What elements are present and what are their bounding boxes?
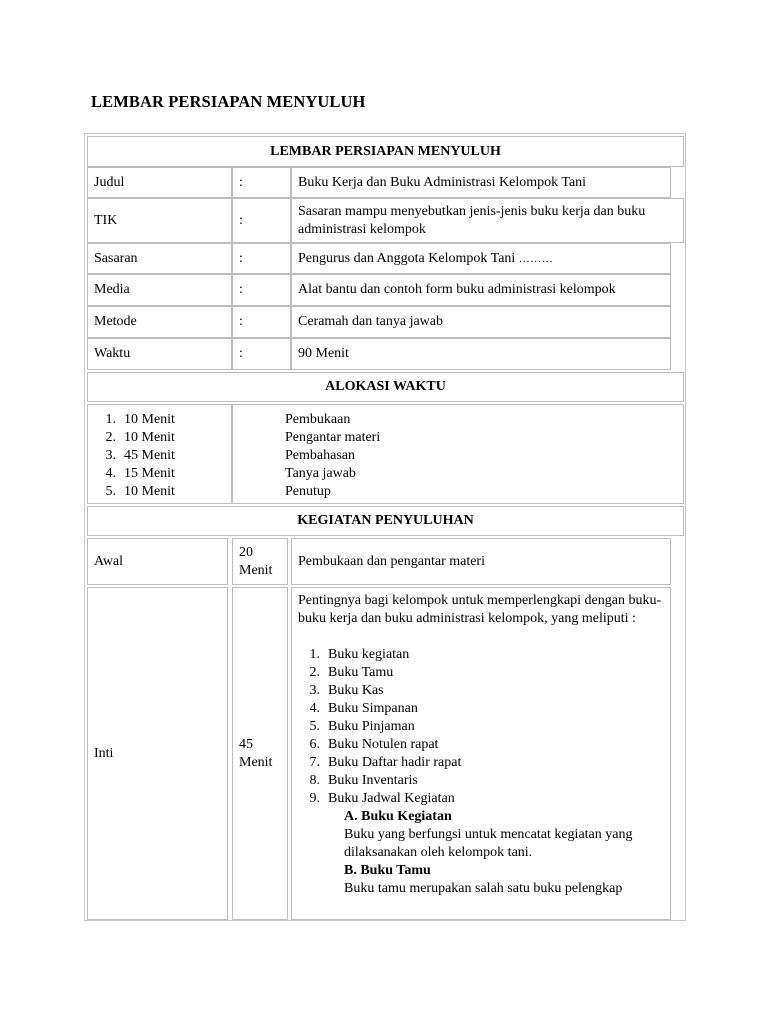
row-value-judul: Buku Kerja dan Buku Administrasi Kelompok Tani	[291, 167, 671, 198]
row-separator: :	[232, 274, 291, 306]
list-item: 9. Buku Jadwal Kegiatan	[309, 791, 455, 806]
list-item: 6. Buku Notulen rapat	[309, 737, 439, 752]
list-item: Penutup	[285, 484, 331, 499]
row-label-metode: Metode	[87, 306, 232, 338]
kegiatan-time-inti: 45 Menit	[232, 587, 288, 920]
kegiatan-time-awal: 20 Menit	[232, 538, 288, 585]
alokasi-time-list	[87, 404, 232, 504]
list-item: Tanya jawab	[285, 466, 356, 481]
row-separator: :	[232, 306, 291, 338]
list-item: 2. Buku Tamu	[309, 665, 394, 680]
sasaran-text: Pengurus dan Anggota Kelompok Tani	[298, 250, 516, 266]
list-item: Pengantar materi	[285, 430, 381, 445]
alokasi-activity-list	[232, 404, 684, 504]
row-value-waktu: 90 Menit	[291, 338, 671, 370]
section-heading-buku-tamu: B. Buku Tamu	[344, 863, 431, 878]
row-value-metode: Ceramah dan tanya jawab	[291, 306, 671, 338]
kegiatan-label-awal: Awal	[87, 538, 228, 585]
table-title: LEMBAR PERSIAPAN MENYULUH	[87, 136, 684, 167]
row-separator: :	[232, 338, 291, 370]
section-heading-alokasi: ALOKASI WAKTU	[87, 372, 684, 402]
kegiatan-desc-inti	[291, 587, 671, 920]
list-item: 2. 10 Menit	[105, 430, 175, 445]
row-separator: :	[232, 167, 291, 198]
row-separator: :	[232, 198, 291, 243]
row-separator: :	[232, 243, 291, 274]
list-item: Pembukaan	[285, 412, 351, 427]
section-text-buku-kegiatan: Buku yang berfungsi untuk mencatat kegiatan yang dilaksanakan oleh kelompok tani.	[344, 827, 633, 860]
list-item: 5. 10 Menit	[105, 484, 175, 499]
list-item: 8. Buku Inventaris	[309, 773, 418, 788]
list-item: 5. Buku Pinjaman	[309, 719, 415, 734]
row-label-tik: TIK	[87, 198, 232, 243]
row-label-waktu: Waktu	[87, 338, 232, 370]
page-title: LEMBAR PERSIAPAN MENYULUH	[91, 92, 366, 111]
row-label-sasaran: Sasaran	[87, 243, 232, 274]
list-item: 7. Buku Daftar hadir rapat	[309, 755, 462, 770]
list-item: 1. Buku kegiatan	[309, 647, 410, 662]
inti-intro: Pentingnya bagi kelompok untuk memperlengkapi dengan buku-buku kerja dan buku administrasi kelompok, yang meliputi :	[298, 593, 662, 626]
list-item: Pembahasan	[285, 448, 355, 463]
kegiatan-label-inti: Inti	[87, 587, 228, 920]
preparation-table	[84, 133, 686, 921]
section-heading-kegiatan: KEGIATAN PENYULUHAN	[87, 506, 684, 536]
list-item: 3. Buku Kas	[309, 683, 384, 698]
row-value-tik: Sasaran mampu menyebutkan jenis-jenis buku kerja dan buku administrasi kelompok	[291, 198, 684, 243]
list-item: 1. 10 Menit	[105, 412, 175, 427]
row-label-media: Media	[87, 274, 232, 306]
kegiatan-desc-awal: Pembukaan dan pengantar materi	[291, 538, 671, 585]
list-item: 4. Buku Simpanan	[309, 701, 418, 716]
row-value-media: Alat bantu dan contoh form buku administrasi kelompok	[291, 274, 671, 306]
list-item: 4. 15 Menit	[105, 466, 175, 481]
row-label-judul: Judul	[87, 167, 232, 198]
sasaran-dots: ………	[518, 252, 554, 265]
section-heading-buku-kegiatan: A. Buku Kegiatan	[344, 809, 452, 824]
list-item: 3. 45 Menit	[105, 448, 175, 463]
section-text-buku-tamu: Buku tamu merupakan salah satu buku pelengkap	[344, 881, 623, 896]
row-value-sasaran	[291, 243, 671, 274]
